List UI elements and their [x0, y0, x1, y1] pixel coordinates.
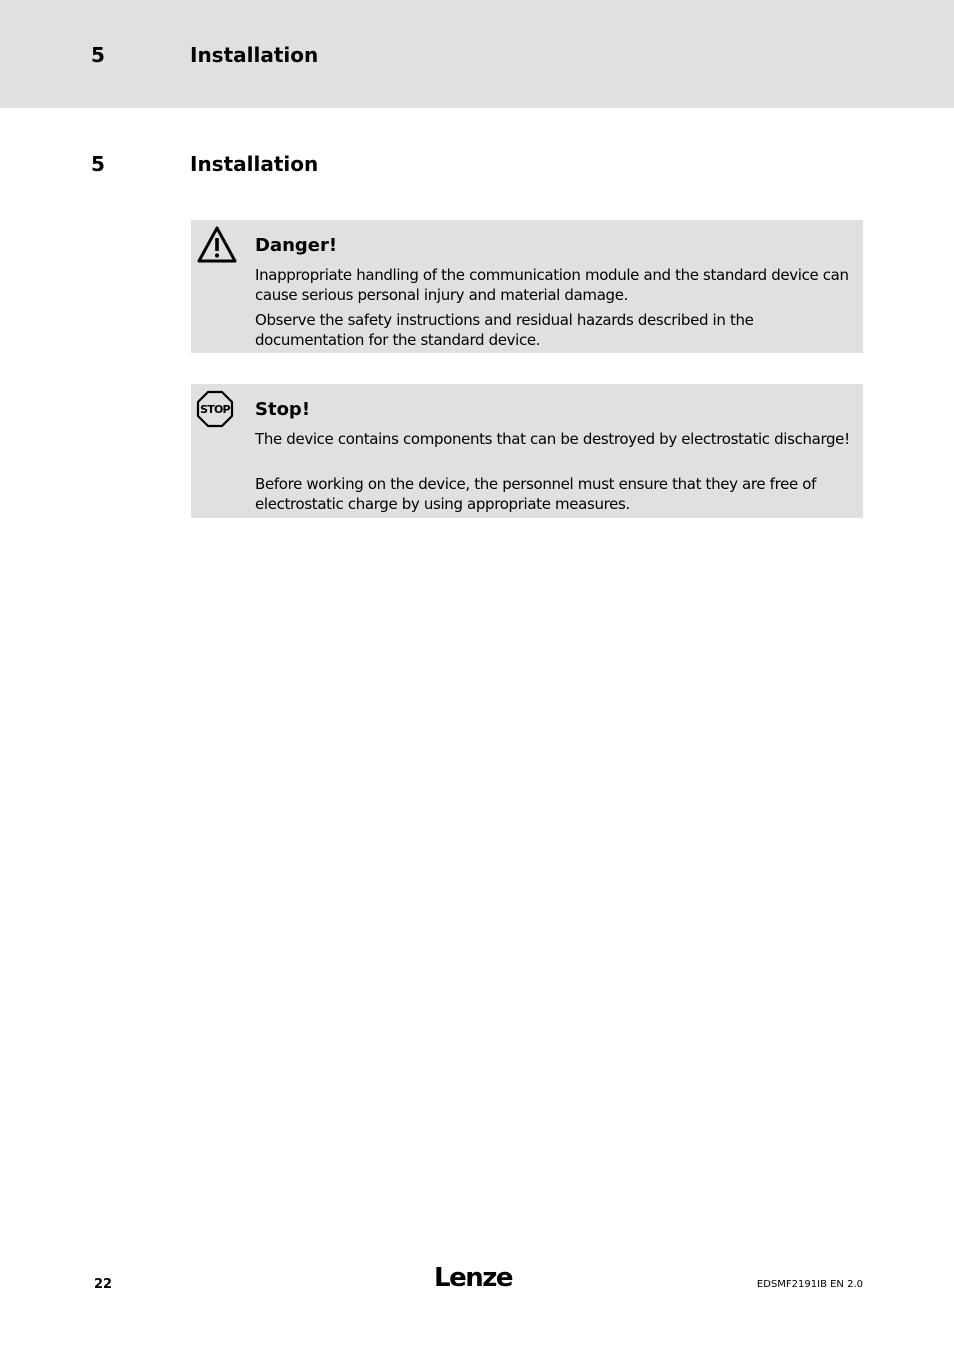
running-header — [0, 0, 954, 108]
document-id: EDSMF2191IB EN 2.0 — [756, 1279, 863, 1290]
stop-notice-text: The device contains components that can be destroyed by electrostatic discharge! — [255, 430, 850, 448]
warning-triangle-icon — [196, 225, 238, 265]
header-chapter-title: Installation — [190, 43, 319, 67]
page-number: 22 — [94, 1277, 113, 1292]
danger-notice-title: Danger! — [255, 235, 338, 256]
section-number: 5 — [91, 152, 105, 176]
stop-sign-icon — [196, 390, 234, 428]
section-title: Installation — [190, 152, 319, 176]
danger-notice — [191, 220, 863, 353]
danger-notice-text: Inappropriate handling of the communication module and the standard device can cause serious personal injury and material damage. — [255, 266, 849, 304]
stop-notice-text: Before working on the device, the personnel must ensure that they are free of electrostatic charge by using appropriate measures. — [255, 475, 817, 513]
stop-notice-title: Stop! — [255, 399, 311, 420]
stop-notice — [191, 384, 863, 518]
stop-sign-label: STOP — [200, 403, 230, 416]
lenze-logo: Lenze — [434, 1263, 512, 1293]
danger-notice-text: Observe the safety instructions and residual hazards described in the documentation for the standard device. — [255, 311, 754, 349]
header-chapter-number: 5 — [91, 43, 105, 67]
